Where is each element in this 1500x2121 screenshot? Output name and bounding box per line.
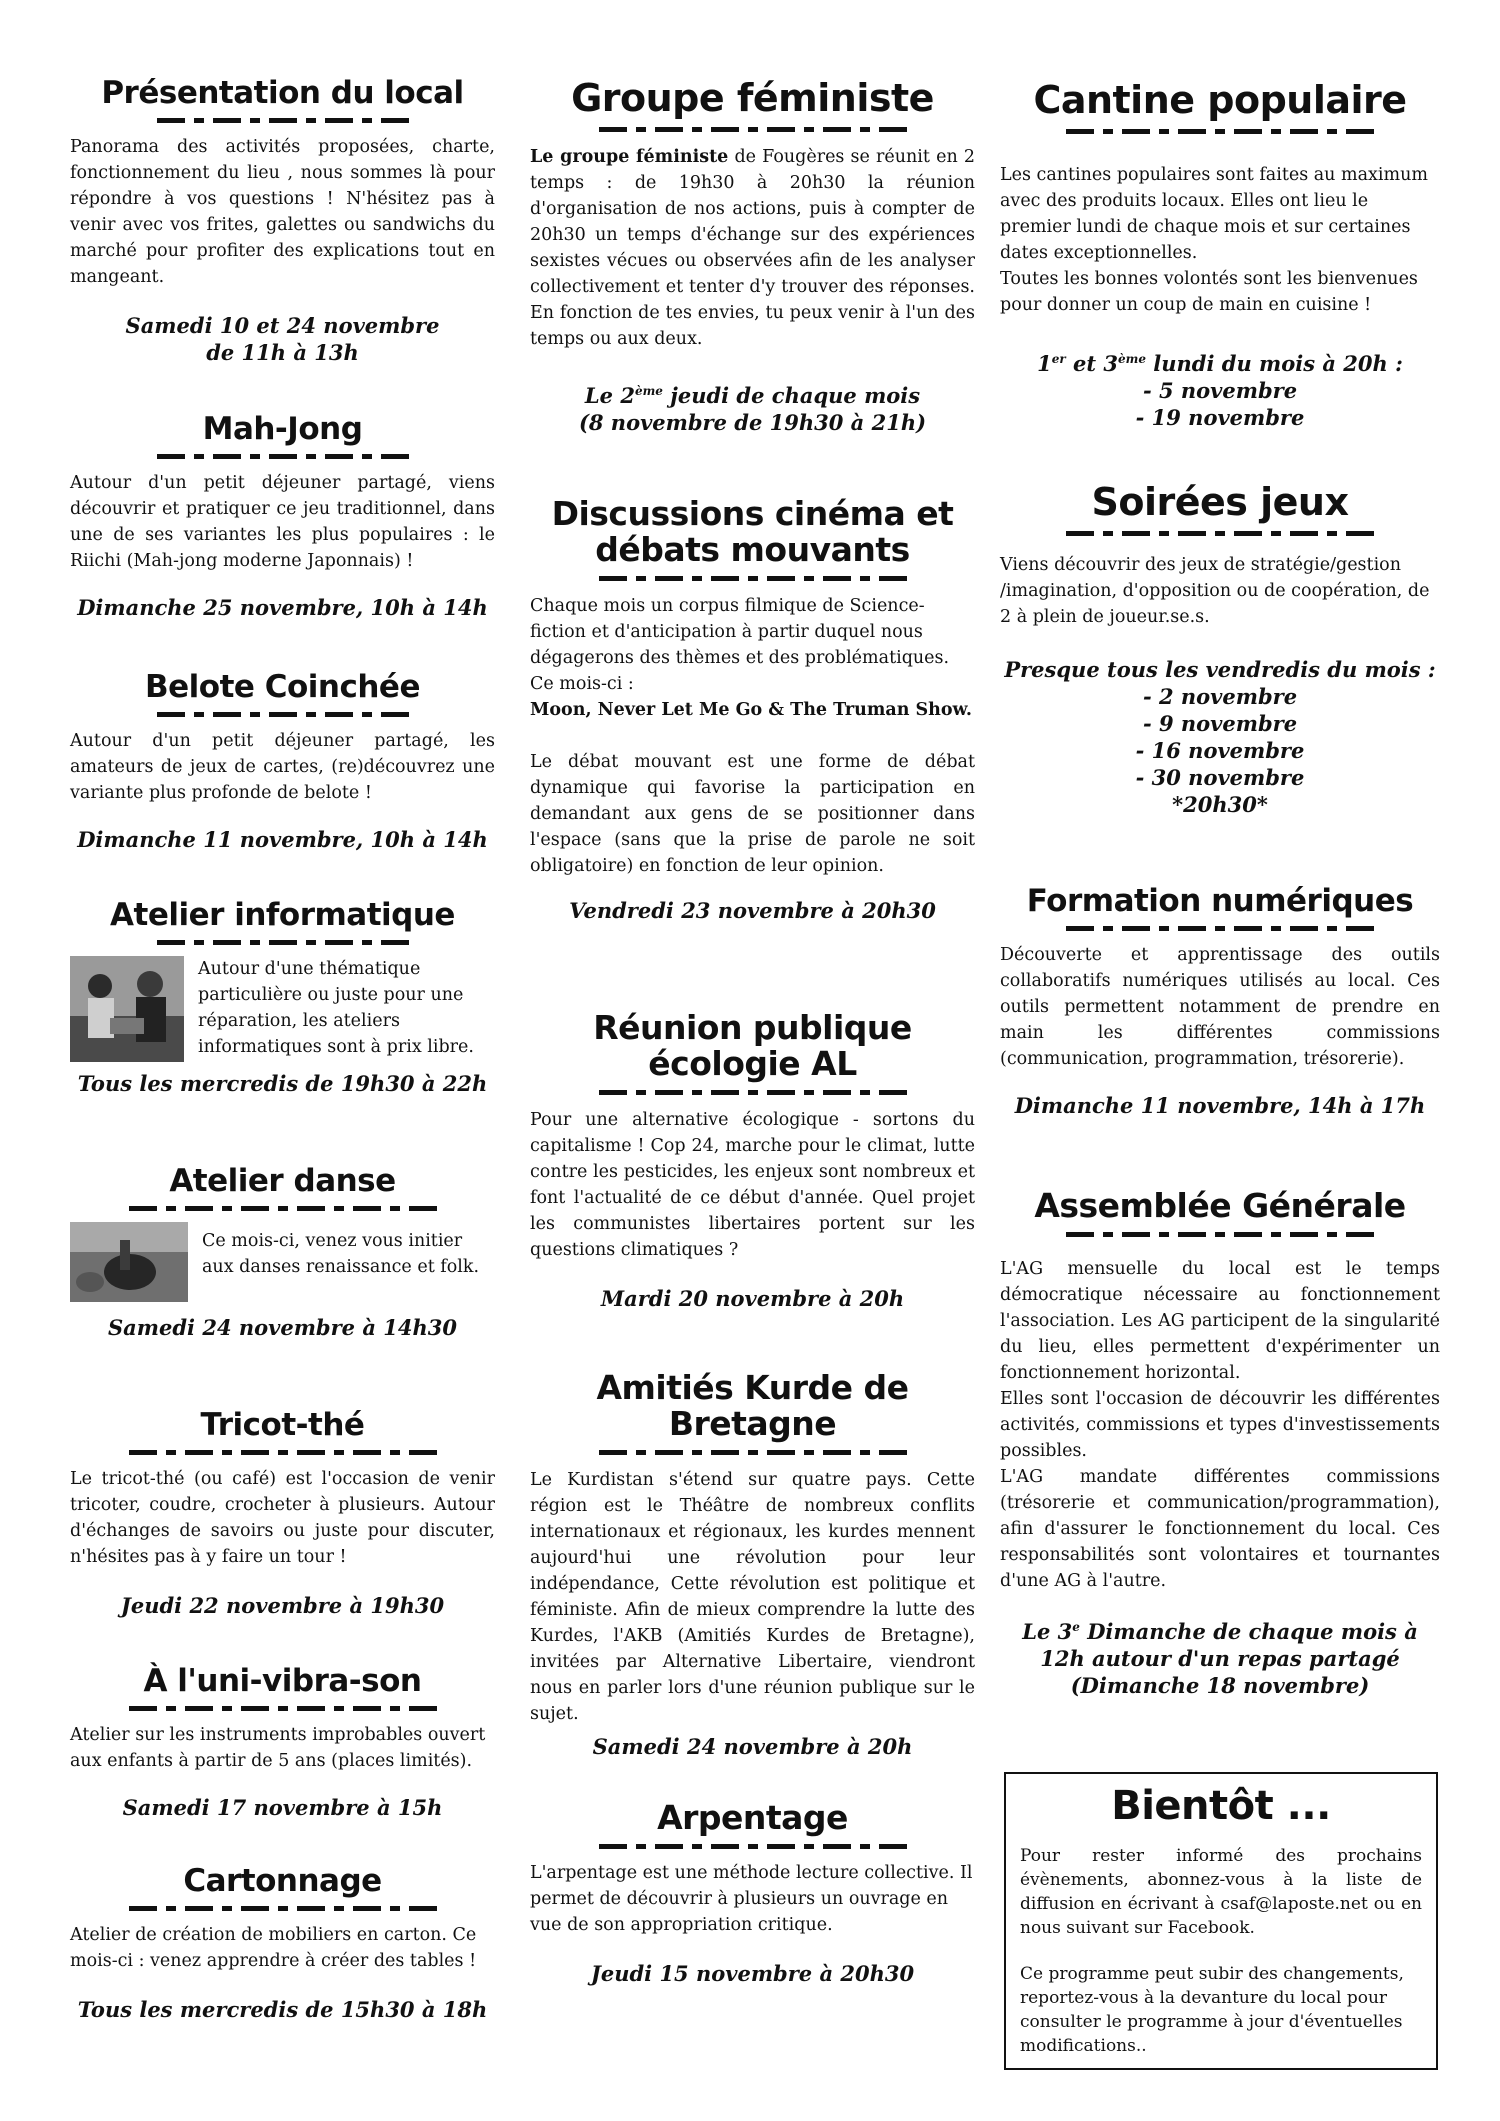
event-date-part: 1 bbox=[1037, 350, 1052, 376]
section-informatique bbox=[70, 898, 495, 1097]
section-title: Bientôt ... bbox=[1111, 1783, 1331, 1829]
section-ag bbox=[1000, 1188, 1440, 1699]
event-date: Vendredi 23 novembre à 20h30 bbox=[569, 897, 936, 923]
section-body: de Fougères se réunit en 2 temps : de 19h30 à 20h30 la réunion d'organisation de nos actions, puis à compter de 20h30 un temps d'échange sur des expériences sexistes vécues ou observées afin de les analyser collectivement et tenter d'y trouver des réponses. En fonction de tes envies, tu peux venir à l'un des temps ou aux deux. bbox=[530, 146, 975, 349]
section-body: Autour d'un petit déjeuner partagé, les amateurs de jeux de cartes, (re)découvrez une variante plus profonde de belote ! bbox=[70, 731, 495, 804]
event-date: Dimanche 11 novembre, 14h à 17h bbox=[1014, 1093, 1426, 1119]
dash-divider bbox=[70, 710, 495, 718]
event-date: Samedi 10 et 24 novembre bbox=[125, 313, 440, 339]
section-title: À l'uni-vibra-son bbox=[143, 1663, 422, 1699]
section-title: Belote Coinchée bbox=[145, 669, 420, 705]
dash-divider bbox=[530, 575, 975, 583]
section-title: Cartonnage bbox=[183, 1863, 382, 1899]
dash-divider bbox=[70, 1204, 495, 1212]
dash-divider bbox=[70, 1448, 495, 1456]
section-body: L'arpentage est une méthode lecture collective. Il permet de découvrir à plusieurs un ouvrage en vue de son appropriation critique. bbox=[530, 1863, 973, 1936]
event-date: Samedi 24 novembre à 14h30 bbox=[108, 1315, 457, 1341]
event-date: - 30 novembre bbox=[1135, 764, 1305, 790]
upcoming-box bbox=[1004, 1772, 1438, 2070]
section-title-line1: Amitiés Kurde de bbox=[596, 1368, 909, 1407]
section-title-line1: Réunion publique bbox=[593, 1008, 912, 1047]
event-date: (8 novembre de 19h30 à 21h) bbox=[578, 409, 927, 435]
section-danse bbox=[70, 1164, 495, 1341]
section-body: Chaque mois un corpus filmique de Science-fiction et d'anticipation à partir duquel nous dégagerons des thèmes et des problématiques. Ce mois-ci : bbox=[530, 595, 950, 694]
section-title: Mah-Jong bbox=[202, 411, 363, 447]
section-title: Formation numériques bbox=[1026, 883, 1414, 919]
section-body: Découverte et apprentissage des outils collaboratifs numériques utilisés au local. Ces outils permettent notamment de prendre en main les différentes commissions (communication, programmation, trésorerie). bbox=[1000, 945, 1440, 1070]
section-title-line2: écologie AL bbox=[648, 1044, 857, 1084]
section-body: Autour d'un petit déjeuner partagé, viens découvrir et pratiquer ce jeu traditionnel, dans une de ses variantes les plus populaires : le Riichi (Mah-jong moderne Japonnais) ! bbox=[70, 473, 495, 572]
section-body: Viens découvrir des jeux de stratégie/gestion /imagination, d'opposition ou de coopération, de 2 à plein de joueur.se.s. bbox=[1000, 554, 1430, 627]
section-presentation bbox=[70, 76, 495, 366]
dash-divider bbox=[530, 1842, 975, 1850]
dash-divider bbox=[530, 1089, 975, 1097]
section-body: Panorama des activités proposées, charte, fonctionnement du lieu , nous sommes là pour répondre à vos questions ! N'hésitez pas à venir avec vos frites, galettes ou sandwichs du marché pour profiter des explications tout en mangeant. bbox=[70, 137, 495, 288]
section-body: Autour d'une thématique particulière ou juste pour une réparation, les ateliers informatiques sont à prix libre. bbox=[198, 959, 474, 1058]
event-date: Samedi 24 novembre à 20h bbox=[592, 1733, 913, 1759]
section-body: Les cantines populaires sont faites au maximum avec des produits locaux. Elles ont lieu le premier lundi de chaque mois et sur certaines dates exceptionnelles. bbox=[1000, 164, 1428, 263]
event-date-part: Dimanche de chaque mois à bbox=[1079, 1619, 1418, 1645]
section-univibrason bbox=[70, 1664, 495, 1821]
event-date-part: lundi du mois à 20h : bbox=[1145, 350, 1403, 376]
event-time: *20h30* bbox=[1172, 791, 1268, 817]
section-body: L'AG mandate différentes commissions (trésorerie et communication/programmation), afin d'assurer le fonctionnement du local. Ces responsabilités sont volontaires et tournantes d'une AG à l'autre. bbox=[1000, 1467, 1440, 1592]
computer-workshop-photo bbox=[70, 956, 184, 1062]
event-date: Dimanche 25 novembre, 10h à 14h bbox=[77, 595, 488, 621]
event-date: - 16 novembre bbox=[1135, 737, 1305, 763]
dash-divider bbox=[70, 452, 495, 460]
event-date-part: jeudi de chaque mois bbox=[662, 382, 921, 408]
section-cantine bbox=[1000, 80, 1440, 431]
event-date-part: Le 2 bbox=[584, 382, 635, 408]
section-body: L'AG mensuelle du local est le temps démocratique nécessaire au fonctionnement l'association. Les AG participent de la singularité du lieu, elles permettent d'expérimenter un fonctionnement horizontal. bbox=[1000, 1259, 1440, 1384]
section-formation bbox=[1000, 884, 1440, 1119]
ordinal-suffix: er bbox=[1051, 351, 1066, 366]
section-title: Cantine populaire bbox=[1033, 78, 1407, 122]
event-date: Jeudi 15 novembre à 20h30 bbox=[590, 1961, 915, 1987]
ordinal-suffix: e bbox=[1072, 1620, 1080, 1635]
dash-divider bbox=[530, 1449, 975, 1457]
section-title: Présentation du local bbox=[101, 75, 464, 111]
event-date: 12h autour d'un repas partagé bbox=[1040, 1646, 1400, 1672]
section-cinema bbox=[530, 496, 975, 924]
section-arpentage bbox=[530, 1800, 975, 1987]
section-ecologie bbox=[530, 1010, 975, 1312]
section-cartonnage bbox=[70, 1864, 495, 2023]
section-jeux bbox=[1000, 482, 1440, 818]
dash-divider bbox=[1000, 1230, 1440, 1238]
event-date: Mardi 20 novembre à 20h bbox=[600, 1285, 905, 1311]
section-tricot bbox=[70, 1408, 495, 1619]
section-title-line2: Bretagne bbox=[668, 1404, 837, 1444]
dance-workshop-photo bbox=[70, 1222, 188, 1302]
event-date: Presque tous les vendredis du mois : bbox=[1004, 656, 1436, 682]
section-title: Atelier informatique bbox=[110, 897, 455, 933]
event-date: - 5 novembre bbox=[1142, 377, 1298, 403]
dash-divider bbox=[1000, 128, 1440, 136]
section-title: Groupe féministe bbox=[571, 76, 934, 120]
dash-divider bbox=[70, 938, 495, 946]
event-date: Tous les mercredis de 19h30 à 22h bbox=[77, 1071, 488, 1097]
section-mahjong bbox=[70, 412, 495, 621]
dash-divider bbox=[1000, 530, 1440, 538]
section-body: Toutes les bonnes volontés sont les bienvenues pour donner un coup de main en cuisine ! bbox=[1000, 268, 1418, 315]
event-date-part: Le 3 bbox=[1022, 1619, 1073, 1645]
event-date: Jeudi 22 novembre à 19h30 bbox=[120, 1593, 445, 1619]
film-list: Moon, Never Let Me Go & The Truman Show. bbox=[530, 699, 972, 720]
section-body: Pour une alternative écologique - sortons du capitalisme ! Cop 24, marche pour le climat, lutte contre les pesticides, les enjeux sont nombreux et font l'actualité de ce début d'année. Quel projet les communistes libertaires portent sur les questions climatiques ? bbox=[530, 1109, 975, 1260]
dash-divider bbox=[70, 116, 495, 124]
section-body: Atelier de création de mobiliers en carton. Ce mois-ci : venez apprendre à créer des tables ! bbox=[70, 1925, 477, 1972]
section-title: Assemblée Générale bbox=[1034, 1186, 1406, 1225]
ordinal-suffix: ème bbox=[634, 383, 663, 398]
section-body: Le tricot-thé (ou café) est l'occasion de venir tricoter, coudre, crocheter à plusieurs. Autour d'échanges de savoirs ou juste pour discuter, n'hésites pas à y faire un tour ! bbox=[70, 1469, 495, 1568]
event-date: - 19 novembre bbox=[1135, 404, 1305, 430]
dash-divider bbox=[530, 126, 975, 134]
section-body: Ce mois-ci, venez vous initier aux danses renaissance et folk. bbox=[202, 1231, 480, 1278]
section-body: Atelier sur les instruments improbables ouvert aux enfants à partir de 5 ans (places limités). bbox=[70, 1725, 486, 1772]
section-feministe bbox=[530, 78, 975, 436]
section-body: Le Kurdistan s'étend sur quatre pays. Cette région est le Théâtre de nombreux conflits internationaux et régionaux, les kurdes mennent aujourd'hui une révolution pour leur indépendance, Cette révolution est politique et féministe. Afin de mieux comprendre la lutte des Kurdes, l'AKB (Amitiés Kurdes de Bretagne), invitées par Alternative Libertaire, viendront nous en parler lors d'une réunion publique sur le sujet. bbox=[530, 1469, 975, 1724]
lead-text: Le groupe féministe bbox=[530, 146, 729, 167]
dash-divider bbox=[1000, 924, 1440, 932]
event-date: - 9 novembre bbox=[1142, 710, 1298, 736]
event-date: Samedi 17 novembre à 15h bbox=[122, 1795, 443, 1821]
ordinal-suffix: ème bbox=[1118, 351, 1146, 366]
section-title: Tricot-thé bbox=[200, 1407, 365, 1443]
section-title: Arpentage bbox=[657, 1798, 848, 1837]
dash-divider bbox=[70, 1704, 495, 1712]
event-date: - 2 novembre bbox=[1142, 683, 1298, 709]
dash-divider bbox=[70, 1904, 495, 1912]
event-time: de 11h à 13h bbox=[206, 340, 359, 366]
section-title: Atelier danse bbox=[169, 1163, 396, 1199]
section-body: Pour rester informé des prochains évènements, abonnez-vous à la liste de diffusion en écrivant à csaf@laposte.net ou en nous suivant sur Facebook. bbox=[1020, 1846, 1422, 1938]
section-belote bbox=[70, 670, 495, 853]
event-date-part: et 3 bbox=[1065, 350, 1119, 376]
event-date: (Dimanche 18 novembre) bbox=[1070, 1673, 1370, 1699]
event-date: Dimanche 11 novembre, 10h à 14h bbox=[77, 827, 488, 853]
section-title-line2: débats mouvants bbox=[595, 530, 910, 570]
section-body: Le débat mouvant est une forme de débat dynamique qui favorise la participation en demandant aux gens de se positionner dans l'espace (sans que la prise de parole ne soit obligatoire) en fonction de leur opinion. bbox=[530, 751, 975, 876]
section-title-line1: Discussions cinéma et bbox=[551, 494, 954, 533]
section-kurde bbox=[530, 1370, 975, 1760]
event-date: Tous les mercredis de 15h30 à 18h bbox=[77, 1997, 488, 2023]
section-body: Elles sont l'occasion de découvrir les différentes activités, commissions et types d'investissements possibles. bbox=[1000, 1389, 1440, 1462]
section-title: Soirées jeux bbox=[1091, 480, 1349, 524]
section-body: Ce programme peut subir des changements, reportez-vous à la devanture du local pour consulter le programme à jour d'éventuelles modifications.. bbox=[1020, 1964, 1404, 2056]
